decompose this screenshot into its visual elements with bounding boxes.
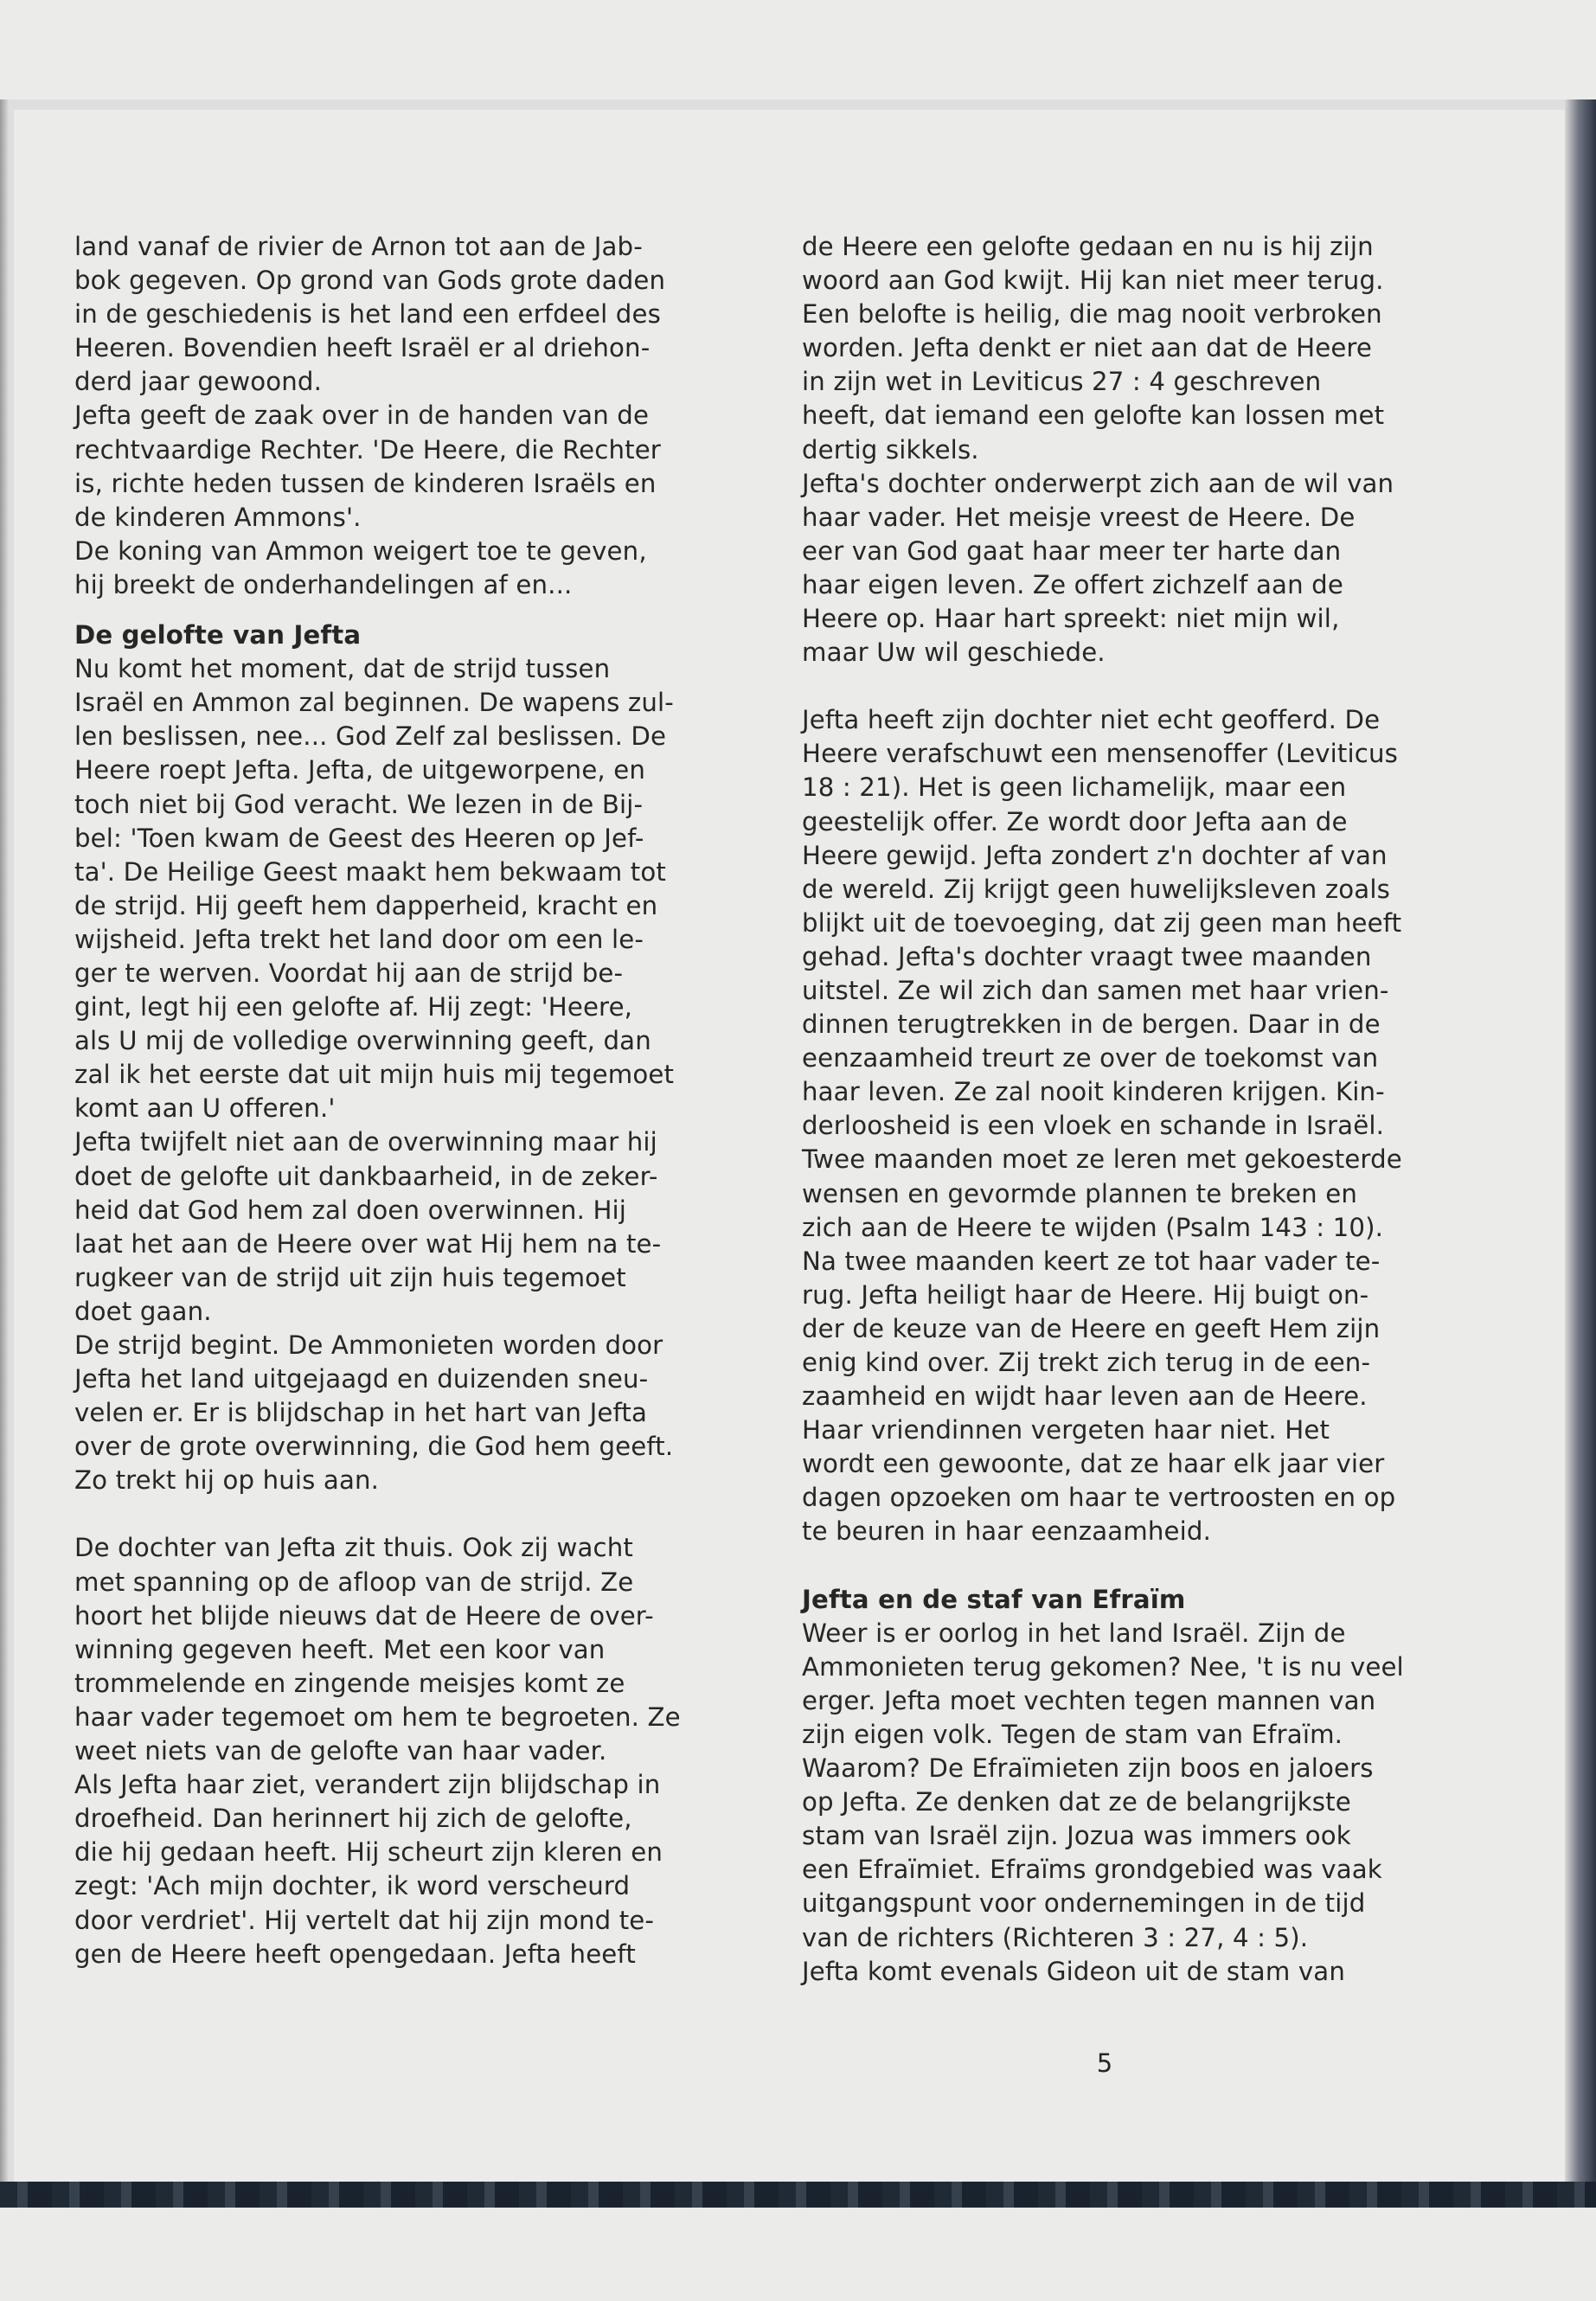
left-paragraph-2: Nu komt het moment, dat de strijd tussen Israël en Ammon zal beginnen. De wapens zul- len beslissen, nee... God Zelf zal beslissen. De Heere roept Jefta. Jefta, de uitgeworpene, en toch niet bij God veracht. We lezen in de Bij- bel: 'Toen kwam de Geest des Heeren op Jef- ta'. De Heilige Geest maakt hem bekwaam tot de strijd. Hij geeft hem dapperheid, kracht en wijsheid. Jefta trekt het land door om een le- ger te werven. Voordat hij aan de strijd be- gint, legt hij een gelofte af. Hij zegt: 'Heere, als U mij de volledige overwinning geeft, dan zal ik het eerste dat uit mijn huis mij tegemoet komt aan U offeren.' Jefta twijfelt niet aan de overwinning maar hij doet de gelofte uit dankbaarheid, in de zeker- heid dat God hem zal doen overwinnen. Hij laat het aan de Heere over wat Hij hem na te- rugkeer van de strijd uit zijn huis tegemoet doet gaan. De strijd begint. De Ammonieten worden door Jefta het land uitgejaagd en duizenden sneu- velen er. Er is blijdschap in het hart van Jefta over de grote overwinning, die God hem geeft. Zo trekt hij op huis aan. xyxy=(74,654,675,1496)
left-paragraph-3: De dochter van Jefta zit thuis. Ook zij wacht met spanning op de afloop van de strijd. Ze hoort het blijde nieuws dat de Heere de over- winning gegeven heeft. Met een koor van trommelende en zingende meisjes komt ze haar vader tegemoet om hem te begroeten. Ze weet niets van de gelofte van haar vader. Als Jefta haar ziet, verandert zijn blijdschap in droefheid. Dan herinnert hij zich de gelofte, die hij gedaan heeft. Hij scheurt zijn kleren en zegt: 'Ach mijn dochter, ik word verscheurd door verdriet'. Hij vertelt dat hij zijn mond te- gen de Heere heeft opengedaan. Jefta heeft xyxy=(74,1533,681,1969)
right-paragraph-3: Weer is er oorlog in het land Israël. Zijn de Ammonieten terug gekomen? Nee, 't is nu veel erger. Jefta moet vechten tegen mannen van zijn eigen volk. Tegen de stam van Efraïm. Waarom? De Efraïmieten zijn boos en jaloers op Jefta. Ze denken dat ze de belangrijkste stam van Israël zijn. Jozua was immers ook een Efraïmiet. Efraïms grondgebied was vaak uitgangspunt voor ondernemingen in de tijd van de richters (Richteren 3 : 27, 4 : 5). Jefta komt evenals Gideon uit de stam van xyxy=(802,1618,1404,1986)
section-heading-efraim: Jefta en de staf van Efraïm xyxy=(802,1584,1186,1614)
section-heading-gelofte: De gelofte van Jefta xyxy=(74,620,362,651)
binding-shadow xyxy=(0,99,9,2208)
right-paragraph-1: de Heere een gelofte gedaan en nu is hij zijn woord aan God kwijt. Hij kan niet meer terug. Een belofte is heilig, die mag nooit verbroken worden. Jefta denkt er niet aan dat de Heere in zijn wet in Leviticus 27 : 4 geschreven heeft, dat iemand een gelofte kan lossen met dertig sikkels. Jefta's dochter onderwerpt zich aan de wil van haar vader. Het meisje vreest de Heere. De eer van God gaat haar meer ter harte dan haar eigen leven. Ze offert zichzelf aan de Heere op. Haar hart spreekt: niet mijn wil, maar Uw wil geschiede. xyxy=(802,232,1394,668)
right-paragraph-2: Jefta heeft zijn dochter niet echt geofferd. De Heere verafschuwt een mensenoffer (Leviticus 18 : 21). Het is geen lichamelijk, maar een geestelijk offer. Ze wordt door Jefta aan de Heere gewijd. Jefta zondert z'n dochter af van de wereld. Zij krijgt geen huwelijksleven zoals blijkt uit de toevoeging, dat zij geen man heeft gehad. Jefta's dochter vraagt twee maanden uitstel. Ze wil zich dan samen met haar vrien- dinnen terugtrekken in de bergen. Daar in de eenzaamheid treurt ze over de toekomst van haar leven. Ze zal nooit kinderen krijgen. Kin- derloosheid is een vloek en schande in Israël. Twee maanden moet ze leren met gekoesterde wensen en gevormde plannen te breken en zich aan de Heere te wijden (Psalm 143 : 10). Na twee maanden keert ze tot haar vader te- rug. Jefta heiligt haar de Heere. Hij buigt on- der de keuze van de Heere en geeft Hem zijn enig kind over. Zij trekt zich terug in de een- zaamheid en wijdt haar leven aan de Heere. Haar vriendinnen vergeten haar niet. Het wordt een gewoonte, dat ze haar elk jaar vier dagen opzoeken om haar te vertroosten en op te beuren in haar eenzaamheid. xyxy=(802,705,1402,1547)
right-column xyxy=(802,230,1449,1989)
left-column xyxy=(74,230,721,1971)
page-number: 5 xyxy=(1096,2048,1113,2078)
book-cover-edge xyxy=(1565,99,1596,2208)
book-bottom-edge xyxy=(0,2182,1596,2208)
left-paragraph-1: land vanaf de rivier de Arnon tot aan de Jab- bok gegeven. Op grond van Gods grote daden in de geschiedenis is het land een erfdeel des Heeren. Bovendien heeft Israël er al driehon- derd jaar gewoond. Jefta geeft de zaak over in de handen van de rechtvaardige Rechter. 'De Heere, die Rechter is, richte heden tussen de kinderen Israëls en de kinderen Ammons'. De koning van Ammon weigert toe te geven, hij breekt de onderhandelingen af en... xyxy=(74,232,666,599)
